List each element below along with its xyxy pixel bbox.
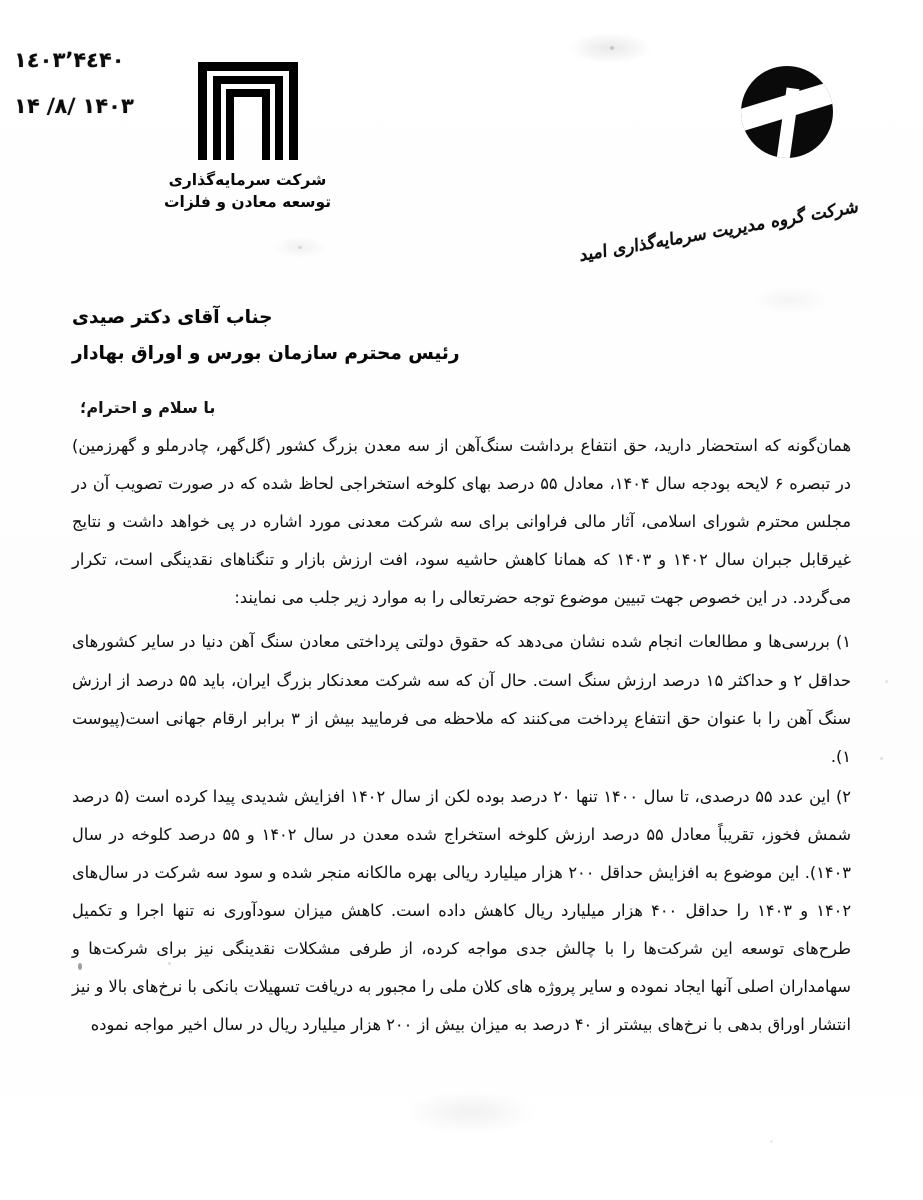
scan-speck <box>770 1140 773 1143</box>
list-item-text: این عدد ۵۵ درصدی، تا سال ۱۴۰۰ تنها ۲۰ درصد بوده لکن از سال ۱۴۰۲ افزایش شدیدی پیدا کرده است (۵ درصد شمش فخوز، تقریباً معادل ۵۵ درصد ارزش کلوخه استخراج شده معدن در سال ۱۴۰۲ و ۵۵ درصد کلوخه در سال ۱۴۰۳). این موضوع به افزایش حداقل ۲۰۰ هزار میلیارد ریالی بهره مالکانه منجر شده و سود سه شرکت در سال‌های ۱۴۰۲ و ۱۴۰۳ را حداقل ۴۰۰ هزار میلیارد ریال کاهش داده است. کاهش میزان سودآوری نه تنها اجرا و تکمیل طرح‌های توسعه این شرکت‌ها را با چالش جدی مواجه کرده، از طرفی مشکلات نقدینگی نیز برای شرکت‌ها و سهامداران اصلی آنها ایجاد نموده و سایر پروژه های کلان ملی را مجبور به دریافت تسهیلات بانکی با نرخ‌های بالا و نیز انتشار اوراق بدهی با نرخ‌های بیشتر از ۴۰ درصد به میزان بیش از ۲۰۰ هزار میلیارد ریال در سال اخیر مواجه نموده <box>72 786 852 1035</box>
letter-date: ۱۴۰۳ /۸/ ۱۴ <box>13 94 135 118</box>
nested-arch-square-logo-icon <box>198 62 298 160</box>
scan-speck <box>168 962 171 965</box>
letterhead <box>0 0 923 266</box>
list-item-text: بررسی‌ها و مطالعات انجام شده نشان می‌دهد که حقوق دولتی پرداختی معادن سنگ آهن دنیا در سایر کشورهای حداقل ۲ و حداکثر ۱۵ درصد ارزش سنگ است. حال آن که سه شرکت معدنکار بزرگ ایران، باید ۵۵ درصد از ارزش سنگ آهن را با عنوان حق انتفاع پرداخت می‌کنند که ملاحظه می فرمایید بیش از ۳ برابر ارقام جهانی است(پیوست ۱). <box>72 632 852 766</box>
scan-speck <box>330 798 333 801</box>
addressee-name: جناب آقای دکتر صیدی <box>72 307 273 328</box>
letter-content <box>72 300 851 1046</box>
scan-speck <box>610 46 614 50</box>
scan-speck <box>880 757 883 760</box>
list-item <box>72 623 851 775</box>
numbered-list <box>72 623 851 1044</box>
scan-speck <box>885 680 888 683</box>
company-logo-block <box>140 62 355 214</box>
scan-speck <box>298 246 302 249</box>
salutation: با سلام و احترام؛ <box>80 398 216 418</box>
company-name-line-2: توسعه معادن و فلزات <box>163 193 332 212</box>
list-item-number: ۲) <box>835 786 851 806</box>
group-logo-text: شرکت گروه مدیریت سرمایه‌گذاری امید <box>579 196 859 266</box>
calligraphy-omid-logo-icon <box>741 66 833 158</box>
list-item-number: ۱) <box>835 632 851 652</box>
addressee-block <box>72 300 851 372</box>
addressee-title: رئیس محترم سازمان بورس و اوراق بهادار <box>72 343 460 365</box>
company-name <box>140 169 355 214</box>
intro-paragraph: همان‌گونه که استحضار دارید، حق انتفاع برداشت سنگ‌آهن از سه معدن بزرگ کشور (گل‌گهر، چادرملو و گهرزمین) در تبصره ۶ لایحه بودجه سال ۱۴۰۴، معادل ۵۵ درصد بهای کلوخه استخراجی لحاظ شده که در صورت تصویب آن در مجلس محترم شورای اسلامی، آثار مالی فراوانی برای سه شرکت معدنی مورد اشاره در پی خواهد داشت و نتایج غیرقابل جبران سال ۱۴۰۲ و ۱۴۰۳ که همانا کاهش حاشیه سود، افت ارزش بازار و تنگناهای نقدینگی است، تکرار می‌گردد. در این خصوص جهت تبیین موضوع توجه حضرتعالی را به موارد زیر جلب می نمایند: <box>72 436 852 608</box>
scan-speck <box>78 963 82 970</box>
reference-number: ۱٤۰۳٬۴٤۴۰ <box>13 48 125 72</box>
group-logo-block <box>579 54 865 266</box>
list-item <box>72 778 851 1044</box>
company-name-line-1: شرکت سرمایه‌گذاری <box>168 171 327 189</box>
